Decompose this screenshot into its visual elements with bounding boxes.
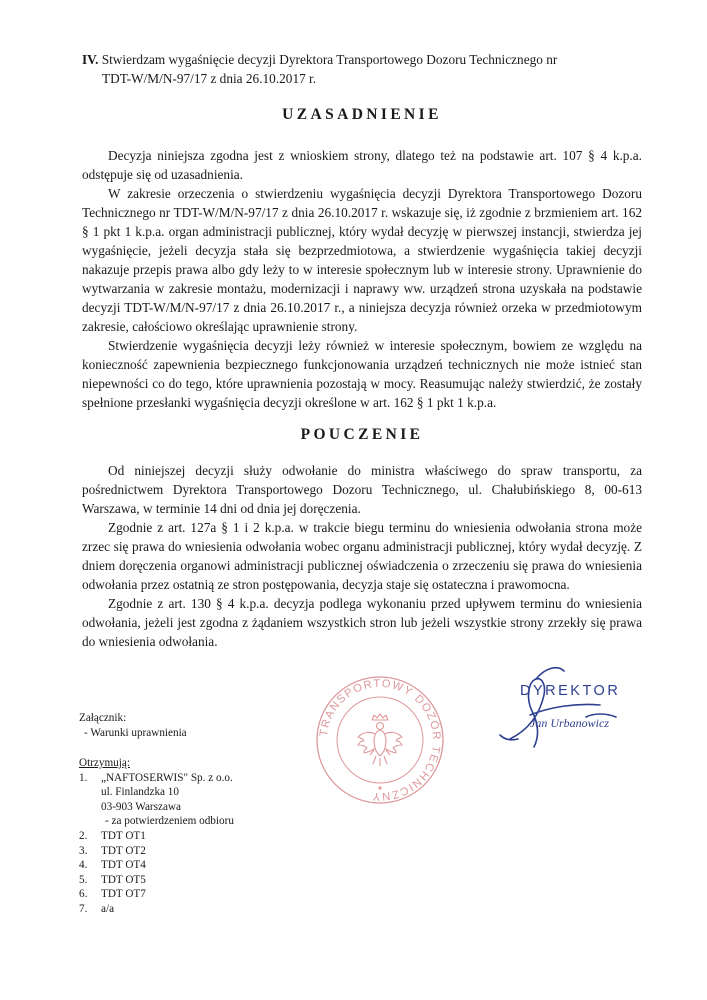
handwritten-signature-icon	[500, 668, 616, 747]
paragraph: Stwierdzenie wygaśnięcia decyzji leży również w interesie społecznym, bowiem ze względu na konieczność zapewnienia bezpiecznego funkcjonowania urządzeń technicznych nie może istnieć stan niepewności co do tego, które uprawnienia pozostają w mocy. Reasumując należy stwierdzić, że zostały spełnione przesłanki wygaśnięcia decyzji określone w art. 162 § 1 pkt 1 k.p.a.	[82, 338, 642, 410]
recipient-name: TDT OT4	[101, 859, 146, 872]
recipient-number: 2.	[79, 829, 88, 842]
recipient-name: TDT OT5	[101, 873, 146, 886]
eagle-emblem-icon	[358, 714, 402, 766]
recipient-item	[79, 858, 234, 873]
uzasadnienie-section	[82, 146, 642, 412]
recipient-item	[79, 844, 234, 859]
recipient-name: a/a	[101, 902, 115, 915]
recipient-number: 7.	[79, 902, 88, 915]
pouczenie-section	[82, 461, 642, 651]
recipient-number: 5.	[79, 873, 88, 886]
point-text-line1: Stwierdzam wygaśnięcie decyzji Dyrektora Transportowego Dozoru Technicznego nr	[101, 52, 558, 67]
recipient-item	[79, 902, 234, 917]
paragraph: Od niniejszej decyzji służy odwołanie do ministra właściwego do spraw transportu, za pośrednictwem Dyrektora Transportowego Dozoru Technicznego, ul. Chałubińskiego 8, 00-613 Warszawa, w terminie 14 dni od dnia jej doręczenia.	[82, 463, 642, 516]
director-signature	[490, 655, 650, 755]
director-name: Jan Urbanowicz	[530, 716, 609, 730]
official-stamp	[314, 674, 446, 806]
recipient-name: TDT OT7	[101, 888, 146, 901]
recipient-name: TDT OT1	[101, 829, 146, 842]
recipients	[79, 756, 234, 917]
stamp-text: TRANSPORTOWY DOZÓR TECHNICZNY	[318, 677, 443, 803]
recipient-number: 6.	[79, 888, 88, 901]
paragraph: W zakresie orzeczenia o stwierdzeniu wygaśnięcia decyzji Dyrektora Transportowego Dozoru Technicznego nr TDT-W/M/N-97/17 z dnia 26.10.2017 r. wskazuje się, iż zgodnie z brzmieniem art. 162 § 1 pkt 1 k.p.a. organ administracji publicznej, który wydał decyzję w pierwszej instancji, stwierdza jej wygaśnięcie, jeżeli decyzja stała się bezprzedmiotowa, a stwierdzenie wygaśnięcia takiej decyzji nakazuje przepis prawa albo gdy leży to w interesie społecznym lub w interesie strony. Uprawnienie do wytwarzania w zakresie montażu, modernizacji i naprawy ww. urządzeń strona uzyskała na podstawie decyzji TDT-W/M/N-97/17 z dnia 26.10.2017 r., a niniejsza decyzja również orzeka w przedmiotowym zakresie, całościowo określając uprawnienie strony.	[82, 186, 642, 334]
recipients-title: Otrzymują:	[79, 757, 130, 769]
recipient-item	[79, 887, 234, 902]
recipient-name: TDT OT2	[101, 844, 146, 857]
recipient-item	[79, 829, 234, 844]
paragraph: Zgodnie z art. 127a § 1 i 2 k.p.a. w trakcie biegu terminu do wniesienia odwołania strona może zrzec się prawa do wniesienia odwołania wobec organu administracji publicznej, który wydał decyzję. Z dniem doręczenia organowi administracji publicznej oświadczenia o zrzeczeniu się prawa do wniesienia odwołania przez ostatnią ze stron postępowania, decyzja staje się ostateczna i prawomocna.	[82, 520, 642, 592]
attachment-item: - Warunki uprawnienia	[84, 727, 187, 739]
point-text-line2: TDT-W/M/N-97/17 z dnia 26.10.2017 r.	[102, 71, 317, 86]
recipient-city: 03-903 Warszawa	[101, 800, 181, 813]
paragraph: Zgodnie z art. 130 § 4 k.p.a. decyzja podlega wykonaniu przed upływem terminu do wniesienia odwołania, jeżeli jest zgodna z żądaniem wszystkich stron lub jeżeli wszystkie strony zrzekły się prawa do wniesienia odwołania.	[82, 596, 642, 649]
recipient-name: „NAFTOSERWIS" Sp. z o.o.	[101, 771, 233, 784]
director-title: DYREKTOR	[520, 683, 621, 699]
recipient-number: 3.	[79, 844, 88, 857]
recipient-street: ul. Finlandzka 10	[101, 786, 179, 799]
attachments-label: Załącznik:	[79, 712, 127, 724]
recipient-item	[79, 771, 234, 829]
recipient-item	[79, 873, 234, 888]
uzasadnienie-heading: UZASADNIENIE	[282, 106, 442, 123]
point-number: IV.	[82, 52, 99, 67]
recipient-number: 1.	[79, 771, 88, 784]
pouczenie-heading: POUCZENIE	[300, 426, 424, 443]
decision-point-iv	[82, 50, 642, 88]
recipient-number: 4.	[79, 859, 88, 872]
recipients-list	[79, 771, 234, 917]
attachments	[79, 711, 187, 741]
recipient-note: - za potwierdzeniem odbioru	[105, 815, 234, 828]
paragraph: Decyzja niniejsza zgodna jest z wnioskiem strony, dlatego też na podstawie art. 107 § 4 k.p.a. odstępuje się od uzasadnienia.	[82, 148, 642, 182]
